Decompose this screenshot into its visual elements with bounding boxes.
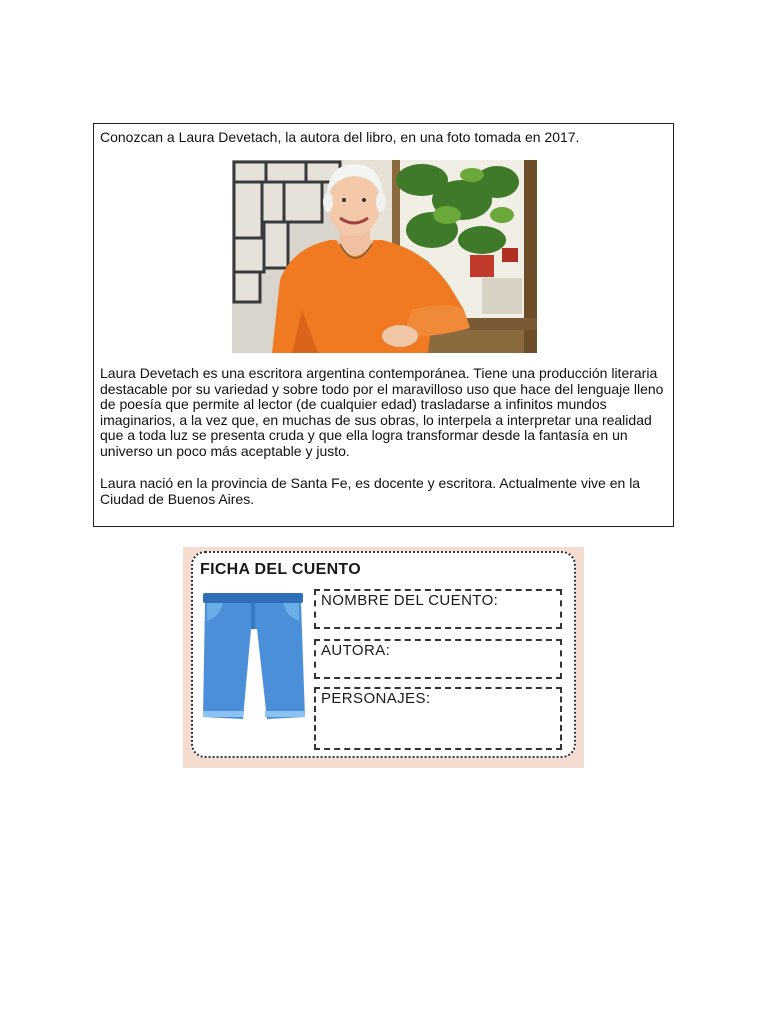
story-card-background <box>183 547 584 768</box>
intro-text: Conozcan a Laura Devetach, la autora del libro, en una foto tomada en 2017. <box>100 129 580 145</box>
author-photo <box>232 160 537 353</box>
characters-label: PERSONAJES: <box>321 690 431 707</box>
story-card-title: FICHA DEL CUENTO <box>200 561 361 578</box>
author-info-box <box>93 123 674 527</box>
residence-paragraph: Laura nació en la provincia de Santa Fe, es docente y escritora. Actualmente vive en la Ciudad de Buenos Aires. <box>100 475 641 507</box>
story-card <box>191 551 576 758</box>
story-name-field[interactable] <box>314 589 562 629</box>
author-label: AUTORA: <box>321 642 391 659</box>
bio-paragraph: Laura Devetach es una escritora argentina contemporánea. Tiene una producción literaria destacable por su variedad y sobre todo por el maravilloso uso que hace del lenguaje lleno de poesía que permite al lector (de cualquier edad) trasladarse a infinitos mundos imaginarios, a la vez que, en muchas de sus obras, lo interpela a interpretar una realidad que a toda luz se presenta cruda y que ella logra transformar desde la fantasía en un universo un poco más aceptable y justo. <box>100 365 664 459</box>
story-name-label: NOMBRE DEL CUENTO: <box>321 592 499 609</box>
jeans-icon <box>201 593 307 723</box>
characters-field[interactable] <box>314 687 562 750</box>
author-field[interactable] <box>314 639 562 679</box>
